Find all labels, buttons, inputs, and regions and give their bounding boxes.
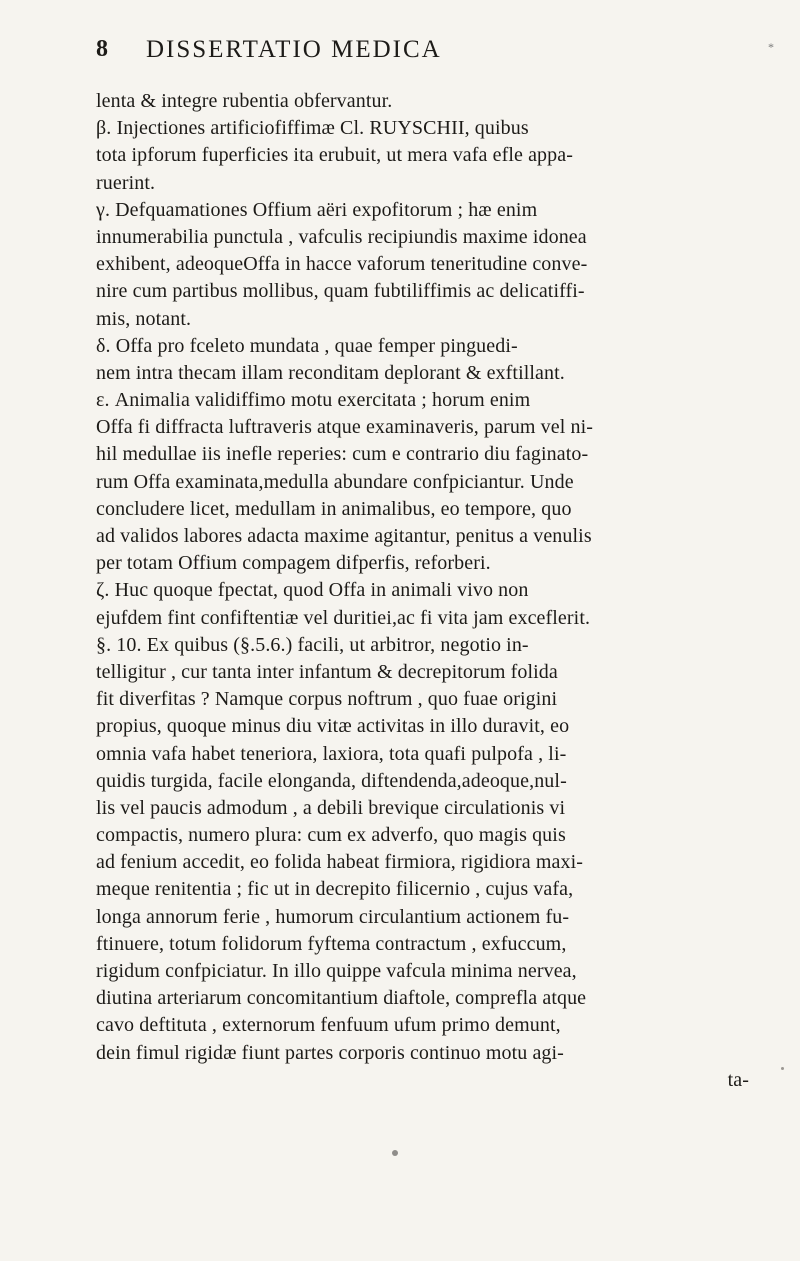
text-line-33: rigidum confpiciatur. In illo quippe vafcula minima nervea,: [96, 960, 577, 982]
text-line-24: propius, quoque minus diu vitæ activitas in illo duravit, eo: [96, 715, 570, 738]
text-line-16: concludere licet, medullam in animalibus, eo tempore, quo: [96, 497, 572, 520]
text-line-8: nire cum partibus mollibus, quam fubtiliffimis ac delicatiffi-: [96, 280, 585, 303]
text-line-15: rum Offa examinata,medulla abundare confpiciantur. Unde: [96, 470, 574, 493]
page-number: 8: [96, 36, 108, 62]
text-line-1: lenta & integre rubentia obfervantur.: [96, 90, 393, 112]
text-line-21: §. 10. Ex quibus (§.5.6.) facili, ut arbitror, negotio in-: [96, 633, 529, 656]
text-line-27: lis vel paucis admodum , a debili brevique circulationis vi: [96, 796, 566, 819]
text-line-14: hil medullae iis inefle reperies: cum e contrario diu faginato-: [96, 443, 589, 466]
corner-mark: *: [768, 40, 774, 54]
text-line-12: ε. Animalia validiffimo motu exercitata ; horum enim: [96, 389, 531, 412]
text-line-2: β. Injectiones artificiofiffimæ Cl. RUYSCHII, quibus: [96, 117, 529, 140]
body-text: [96, 88, 749, 1094]
text-line-5: γ. Defquamationes Offium aëri expofitorum ; hæ enim: [96, 198, 538, 221]
text-line-11: nem intra thecam illam reconditam deplorant & exftillant.: [96, 361, 565, 384]
page-header: [96, 36, 774, 66]
text-line-26: quidis turgida, facile elonganda, diftendenda,adeoque,nul-: [96, 769, 567, 792]
text-line-23: fit diverfitas ? Namque corpus noftrum , quo fuae origini: [96, 688, 558, 711]
text-line-7: exhibent, adeoqueOffa in hacce vaforum teneritudine conve-: [96, 253, 588, 276]
catchword: ta-: [727, 1068, 749, 1091]
text-line-36: dein fimul rigidæ fiunt partes corporis continuo motu agi-: [96, 1041, 564, 1064]
text-line-18: per totam Offium compagem difperfis, reforberi.: [96, 552, 491, 575]
text-line-20: ejufdem fint confiftentiæ vel duritiei,ac fi vita jam exceflerit.: [96, 606, 591, 629]
running-title: DISSERTATIO MEDICA: [146, 36, 442, 63]
text-line-29: ad fenium accedit, eo folida habeat firmiora, rigidiora maxi-: [96, 851, 584, 874]
text-line-34: diutina arteriarum concomitantium diaftole, comprefla atque: [96, 987, 587, 1010]
text-line-17: ad validos labores adacta maxime agitantur, penitus a venulis: [96, 525, 592, 547]
text-line-28: compactis, numero plura: cum ex adverfo, quo magis quis: [96, 824, 566, 847]
text-line-6: innumerabilia punctula , vafculis recipiundis maxime idonea: [96, 225, 587, 248]
text-line-10: δ. Offa pro fceleto mundata , quae femper pinguedi-: [96, 334, 518, 357]
text-line-32: ftinuere, totum folidorum fyftema contractum , exfuccum,: [96, 932, 567, 955]
text-line-35: cavo deftituta , externorum fenfuum ufum primo demunt,: [96, 1014, 561, 1037]
text-line-4: ruerint.: [96, 171, 156, 194]
text-line-30: meque renitentia ; fic ut in decrepito filicernio , cujus vafa,: [96, 878, 574, 901]
paper-speck: [781, 1067, 784, 1070]
text-line-9: mis, notant.: [96, 307, 192, 330]
text-line-13: Offa fi diffracta luftraveris atque examinaveris, parum vel ni-: [96, 416, 594, 439]
text-line-3: tota ipforum fuperficies ita erubuit, ut mera vafa efle appa-: [96, 144, 573, 167]
text-line-25: omnia vafa habet teneriora, laxiora, tota quafi pulpofa , li-: [96, 742, 567, 765]
text-line-22: telligitur , cur tanta inter infantum & decrepitorum folida: [96, 660, 558, 683]
text-line-19: ζ. Huc quoque fpectat, quod Offa in animali vivo non: [96, 579, 529, 602]
text-line-31: longa annorum ferie , humorum circulantium actionem fu-: [96, 905, 570, 928]
ink-speck: [392, 1150, 398, 1156]
